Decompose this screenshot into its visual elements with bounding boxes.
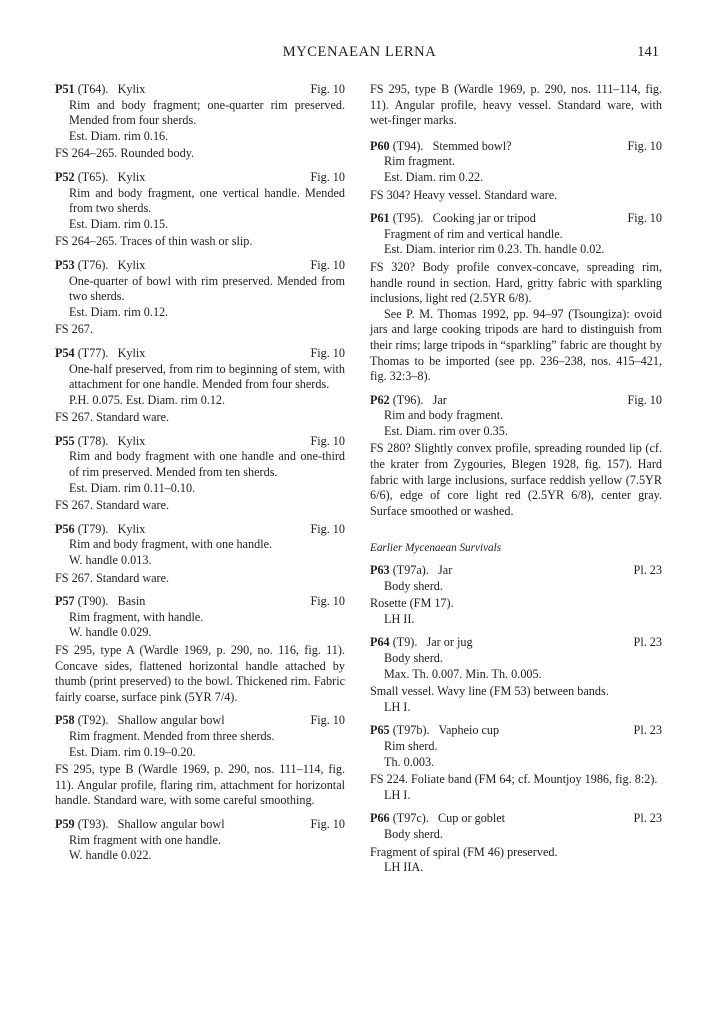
entry-measurements: Est. Diam. interior rim 0.23. Th. handle 0.02. <box>384 242 605 257</box>
commentary-paragraph: Rosette (FM 17). <box>370 596 454 611</box>
entry-id: P66 <box>370 811 390 826</box>
entry-measurements: P.H. 0.075. Est. Diam. rim 0.12. <box>69 392 226 407</box>
entry-ref: (T65). <box>77 169 109 184</box>
commentary-paragraph: FS 295, type B (Wardle 1969, p. 290, nos. 111–114, fig. 11). Angular profile, flaring rim, attachment for horizontal handle. Standard ware, with some careful smoothing. <box>55 762 345 808</box>
figure-reference: Fig. 10 <box>310 82 345 96</box>
entry-ref: (T79). <box>77 521 109 536</box>
entry-name: Jar <box>432 392 447 407</box>
entry-id: P59 <box>55 816 75 831</box>
figure-reference: Fig. 10 <box>627 211 662 226</box>
entry-commentary <box>370 596 662 612</box>
entry-name: Shallow angular bowl <box>117 713 225 728</box>
entry-measurements: Est. Diam. rim 0.16. <box>69 128 169 143</box>
entry-ref: (T95). <box>392 211 424 226</box>
commentary-paragraph: FS 267. Standard ware. <box>55 498 170 513</box>
entry-name: Kylix <box>117 433 146 448</box>
entry-measurements: Est. Diam. rim 0.11–0.10. <box>69 480 196 495</box>
entry-measurements: Est. Diam. rim 0.22. <box>384 169 484 184</box>
figure-reference: Fig. 10 <box>310 169 345 184</box>
entry-heading <box>55 434 345 450</box>
entry-description: Rim and body fragment with one handle and one-third of rim preserved. Mended from ten sherds. <box>69 449 345 480</box>
entry-name: Stemmed bowl? <box>432 138 512 153</box>
entry-name: Shallow angular bowl <box>117 816 225 831</box>
entry-name: Vapheio cup <box>438 723 500 738</box>
entry-description: Rim and body fragment. <box>384 408 504 423</box>
entry-measurements: Est. Diam. rim 0.19–0.20. <box>69 744 196 759</box>
entry-description: Rim sherd. <box>384 738 438 753</box>
entry-heading <box>55 82 345 98</box>
entry-description: Rim fragment. Mended from three sherds. <box>69 728 275 743</box>
entry-heading <box>55 258 345 274</box>
entry-title <box>55 522 145 538</box>
figure-reference: Fig. 10 <box>310 713 345 728</box>
catalog-entry <box>55 258 345 338</box>
entry-ref: (T64). <box>77 82 109 96</box>
entry-group-late <box>370 139 662 520</box>
entry-measurements: W. handle 0.029. <box>69 625 152 640</box>
entry-ref: (T97a). <box>392 563 429 578</box>
entry-ref: (T77). <box>77 345 109 360</box>
entry-measurements: W. handle 0.013. <box>69 553 152 568</box>
figure-reference: Fig. 10 <box>310 594 345 609</box>
entry-heading <box>370 139 662 155</box>
entry-title <box>370 563 452 579</box>
entry-name: Kylix <box>117 345 146 360</box>
figure-reference: Fig. 10 <box>310 433 345 448</box>
entry-heading <box>370 563 662 579</box>
entry-period: LH I. <box>384 787 411 802</box>
entry-measurements: Est. Diam. rim over 0.35. <box>384 423 508 438</box>
entry-heading <box>370 393 662 409</box>
figure-reference: Fig. 10 <box>310 345 345 360</box>
entry-measurements: W. handle 0.022. <box>69 848 152 863</box>
entry-commentary <box>55 643 345 705</box>
entry-ref: (T94). <box>392 138 424 153</box>
entry-id: P62 <box>370 392 390 407</box>
catalog-entry <box>55 522 345 586</box>
entry-id: P56 <box>55 521 75 536</box>
entry-heading <box>370 635 662 651</box>
entry-commentary <box>370 441 662 519</box>
catalog-entry <box>370 635 662 715</box>
entry-commentary <box>370 684 662 700</box>
entry-title <box>55 713 225 729</box>
entry-measurements: Max. Th. 0.007. Min. Th. 0.005. <box>384 666 542 681</box>
entry-title <box>370 393 447 409</box>
entry-measurements: Est. Diam. rim 0.12. <box>69 304 169 319</box>
entry-ref: (T96). <box>392 392 424 407</box>
entry-group-survivals <box>370 563 662 876</box>
entry-heading <box>55 713 345 729</box>
entry-ref: (T97b). <box>392 723 430 738</box>
entry-ref: (T76). <box>77 257 109 272</box>
entry-id: P60 <box>370 138 390 153</box>
entry-id: P58 <box>55 713 75 728</box>
section-title: Earlier Mycenaean Survivals <box>370 542 502 555</box>
entry-description: One-quarter of bowl with rim preserved. Mended from two sherds. <box>69 273 345 304</box>
entry-period: LH IIA. <box>384 860 424 875</box>
entry-name: Kylix <box>117 82 146 96</box>
catalog-entry <box>55 594 345 705</box>
entry-ref: (T78). <box>77 433 109 448</box>
entry-title <box>370 635 473 651</box>
catalog-entry <box>55 713 345 809</box>
entry-description: Body sherd. <box>384 578 443 593</box>
continued-commentary: FS 295, type B (Wardle 1969, p. 290, nos. 111–114, fig. 11). Angular profile, heavy vessel. Standard ware, with wet-finger marks. <box>370 82 662 128</box>
entry-commentary <box>55 146 345 162</box>
entry-description: Rim fragment, with handle. <box>69 609 204 624</box>
entry-commentary <box>55 234 345 250</box>
entry-commentary <box>370 188 662 204</box>
catalog-entry <box>370 811 662 875</box>
entry-ref: (T90). <box>77 594 109 609</box>
entry-commentary <box>370 845 662 861</box>
entry-id: P54 <box>55 345 75 360</box>
catalog-entry <box>370 723 662 803</box>
commentary-paragraph: FS 267. <box>55 322 93 337</box>
catalog-entry <box>370 393 662 520</box>
entry-ref: (T97c). <box>392 811 429 826</box>
entry-commentary <box>370 260 662 385</box>
entry-description: One-half preserved, from rim to beginning of stem, with attachment for one handle. Mended from four sherds. <box>69 361 345 392</box>
entry-commentary <box>55 571 345 587</box>
entry-name: Jar or jug <box>426 635 473 650</box>
entry-ref: (T92). <box>77 713 109 728</box>
figure-reference: Fig. 10 <box>310 816 345 831</box>
entry-measurements: Th. 0.003. <box>384 754 435 769</box>
entry-title <box>370 211 536 227</box>
right-column <box>370 82 662 884</box>
commentary-paragraph: FS 280? Slightly convex profile, spreading rounded lip (cf. the krater from Zygouries, Blegen 1928, fig. 157). Hard fabric with large inclusions, surface reddish yellow (7.5YR 6/6), edge of core light red (2.5YR 6/8), center gray. Surface smoothed or washed. <box>370 441 662 518</box>
page-number: 141 <box>637 44 659 60</box>
entry-heading <box>370 811 662 827</box>
entry-id: P65 <box>370 723 390 738</box>
entry-title <box>55 817 225 833</box>
figure-reference: Pl. 23 <box>633 811 662 826</box>
figure-reference: Fig. 10 <box>310 257 345 272</box>
entry-id: P61 <box>370 211 390 226</box>
entry-title <box>370 811 505 827</box>
commentary-paragraph: FS 224. Foliate band (FM 64; cf. Mountjoy 1986, fig. 8:2). <box>370 772 658 787</box>
entry-title <box>55 346 145 362</box>
entry-commentary <box>55 498 345 514</box>
entry-period: LH II. <box>384 611 415 626</box>
catalog-entry <box>55 434 345 514</box>
commentary-paragraph: See P. M. Thomas 1992, pp. 94–97 (Tsoungiza): ovoid jars and large cooking tripods are hard to distinguish from their rims; large tripods in “sparkling” fabric are thought by Thomas to be imported (see pp. 236–238, nos. 415–421, fig. 32:3–8). <box>370 306 662 384</box>
entry-period: LH I. <box>384 699 411 714</box>
entry-heading <box>55 817 345 833</box>
running-title: MYCENAEAN LERNA <box>282 44 437 60</box>
catalog-entry <box>55 82 345 162</box>
entry-description: Rim and body fragment, one vertical handle. Mended from two sherds. <box>69 185 345 216</box>
entry-name: Cooking jar or tripod <box>432 211 536 226</box>
commentary-paragraph: Fragment of spiral (FM 46) preserved. <box>370 844 558 859</box>
entry-description: Rim fragment. <box>384 154 456 169</box>
commentary-paragraph: FS 304? Heavy vessel. Standard ware. <box>370 187 558 202</box>
entry-heading <box>55 170 345 186</box>
entry-name: Kylix <box>117 169 146 184</box>
page-header <box>0 45 719 63</box>
commentary-paragraph: FS 267. Standard ware. <box>55 410 170 425</box>
entry-id: P64 <box>370 635 390 650</box>
catalog-entry <box>370 211 662 385</box>
entry-description: Fragment of rim and vertical handle. <box>384 226 563 241</box>
entry-heading <box>55 346 345 362</box>
entry-commentary <box>370 772 662 788</box>
catalog-entry <box>370 139 662 203</box>
left-column <box>55 82 345 872</box>
commentary-paragraph: FS 267. Standard ware. <box>55 570 170 585</box>
entry-heading <box>55 594 345 610</box>
entry-heading <box>370 211 662 227</box>
figure-reference: Pl. 23 <box>633 563 662 578</box>
commentary-paragraph: FS 295, type A (Wardle 1969, p. 290, no. 116, fig. 11). Concave sides, flattened horizontal handle attached by thumb (print preserved) to the bowl. Thickened rim. Fabric fairly coarse, surface pink (5YR 7/4). <box>55 643 345 704</box>
entry-commentary <box>55 322 345 338</box>
figure-reference: Fig. 10 <box>310 521 345 536</box>
entry-heading <box>370 723 662 739</box>
commentary-paragraph: FS 264–265. Rounded body. <box>55 146 195 161</box>
entry-name: Cup or goblet <box>438 811 506 826</box>
figure-reference: Pl. 23 <box>633 635 662 650</box>
commentary-paragraph: FS 264–265. Traces of thin wash or slip. <box>55 234 253 249</box>
figure-reference: Pl. 23 <box>633 723 662 738</box>
entry-measurements: Est. Diam. rim 0.15. <box>69 216 169 231</box>
entry-id: P52 <box>55 169 75 184</box>
entry-description: Rim fragment with one handle. <box>69 832 221 847</box>
entry-id: P53 <box>55 257 75 272</box>
catalog-entry <box>370 563 662 627</box>
entry-description: Body sherd. <box>384 651 443 665</box>
entry-name: Jar <box>438 563 453 578</box>
entry-description: Rim and body fragment, with one handle. <box>69 537 273 552</box>
entry-name: Kylix <box>117 257 146 272</box>
entry-description: Body sherd. <box>384 826 443 841</box>
figure-reference: Fig. 10 <box>627 138 662 153</box>
entry-description: Rim and body fragment; one-quarter rim preserved. Mended from four sherds. <box>69 97 345 128</box>
entry-title <box>370 723 499 739</box>
entry-heading <box>55 522 345 538</box>
entry-ref: (T93). <box>77 816 109 831</box>
entry-title <box>55 170 145 186</box>
entry-id: P57 <box>55 594 75 609</box>
commentary-paragraph: Small vessel. Wavy line (FM 53) between bands. <box>370 684 609 699</box>
catalog-entry <box>55 170 345 250</box>
figure-reference: Fig. 10 <box>627 392 662 407</box>
entry-name: Kylix <box>117 521 146 536</box>
entry-title <box>370 139 512 155</box>
entry-name: Basin <box>117 594 146 609</box>
entry-id: P55 <box>55 433 75 448</box>
entry-ref: (T9). <box>392 635 418 650</box>
catalog-entry <box>55 817 345 864</box>
entry-id: P51 <box>55 82 75 96</box>
catalog-entry <box>55 346 345 426</box>
entry-id: P63 <box>370 563 390 578</box>
entry-commentary <box>55 762 345 809</box>
entry-title <box>55 594 145 610</box>
entry-title <box>55 434 145 450</box>
entry-title <box>55 82 145 98</box>
entry-commentary <box>55 410 345 426</box>
entry-title <box>55 258 145 274</box>
commentary-paragraph: FS 320? Body profile convex-concave, spreading rim, handle round in section. Hard, gritty fabric with sparkling inclusions, light red (2.5YR 6/8). <box>370 259 662 306</box>
